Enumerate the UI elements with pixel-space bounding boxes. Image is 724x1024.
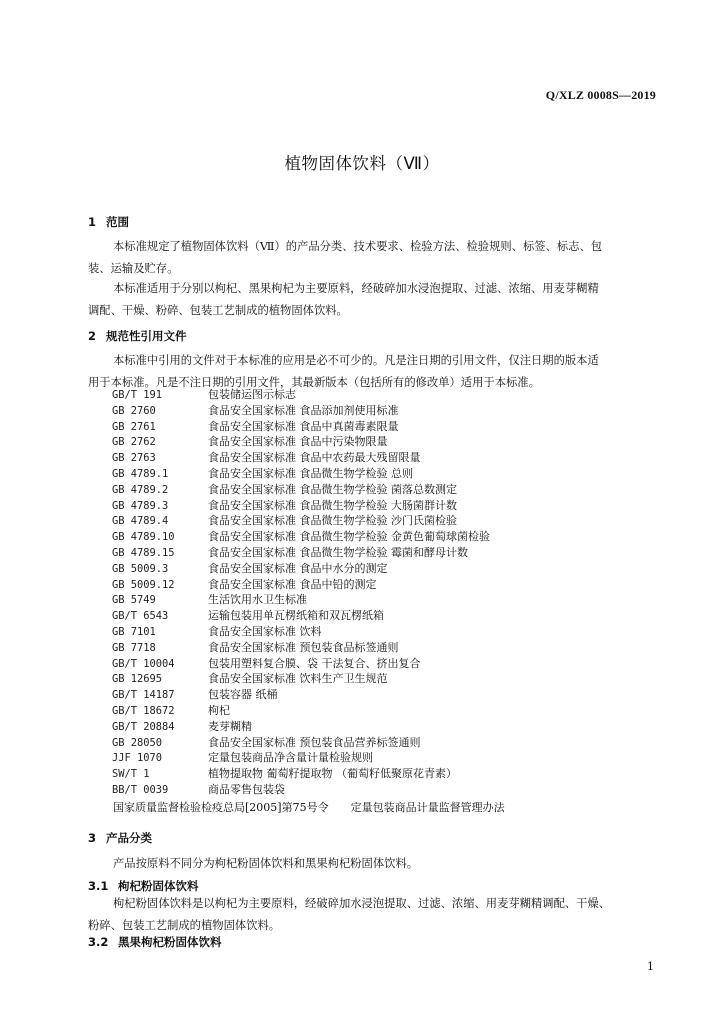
text-line: 装、运输及贮存。 [88, 262, 179, 275]
reference-code: GB 2762 [112, 436, 156, 449]
reference-code: GB/T 191 [112, 389, 163, 401]
reference-title: 植物提取物 葡萄籽提取物 （葡萄籽低聚原花青素） [208, 767, 457, 781]
text-line: 本标准中引用的文件对于本标准的应用是必不可少的。凡是注日期的引用文件，仅注日期的版本适 [113, 354, 599, 367]
reference-row [112, 434, 490, 450]
reference-title: 食品安全国家标准 食品微生物学检验 霉菌和酵母计数 [208, 545, 468, 559]
reference-row [112, 766, 490, 782]
reference-code: GB 28050 [112, 736, 163, 749]
section-3-heading [88, 830, 152, 846]
reference-row [112, 687, 490, 703]
reference-code: GB 2763 [112, 452, 156, 465]
text-line: 本标准规定了植物固体饮料（Ⅶ）的产品分类、技术要求、检验方法、检验规则、标签、标志、包 [113, 240, 603, 253]
reference-title: 食品安全国家标准 预包装食品营养标签通则 [208, 735, 421, 749]
reference-title: 食品安全国家标准 食品添加剂使用标准 [208, 403, 399, 417]
reference-title: 定量包装商品净含量计量检验规则 [208, 751, 373, 765]
reference-list [112, 387, 490, 798]
reference-row [112, 561, 490, 577]
reference-title: 生活饮用水卫生标准 [208, 593, 307, 607]
reference-code: GB/T 10004 [112, 657, 175, 670]
reference-code: GB/T 18672 [112, 704, 175, 717]
reference-row [112, 671, 490, 687]
reference-title: 食品安全国家标准 食品中真菌毒素限量 [208, 419, 399, 433]
reference-title: 食品安全国家标准 食品微生物学检验 菌落总数测定 [208, 482, 457, 496]
page-title: 植物固体饮料（Ⅶ） [284, 154, 440, 173]
section-title: 规范性引用文件 [106, 329, 187, 343]
reference-code: GB 5749 [112, 594, 156, 607]
reference-row [112, 782, 490, 798]
reference-title: 食品安全国家标准 食品微生物学检验 大肠菌群计数 [208, 498, 457, 512]
text-line: 用于本标准。凡是不注日期的引用文件，其最新版本（包括所有的修改单）适用于本标准。 [88, 376, 540, 389]
reference-row [112, 387, 490, 403]
reference-title: 食品安全国家标准 饮料 [208, 624, 322, 638]
reference-row-regulation [113, 799, 505, 815]
reference-title: 运输包装用单瓦楞纸箱和双瓦楞纸箱 [208, 609, 384, 623]
section-number: 2 [88, 329, 97, 343]
reference-row [112, 545, 490, 561]
reference-row [112, 403, 490, 419]
reference-code: GB 4789.3 [112, 499, 169, 512]
reference-code: GB 7718 [112, 641, 156, 654]
reference-code: GB 2761 [112, 420, 156, 433]
reference-title: 定量包装商品计量监督管理办法 [350, 801, 505, 814]
section-title: 范围 [106, 215, 129, 229]
reference-title: 商品零售包装袋 [208, 782, 285, 796]
subsection-3-2-heading [88, 934, 222, 950]
subsection-title: 黑果枸杞粉固体饮料 [118, 935, 222, 949]
reference-title: 食品安全国家标准 食品微生物学检验 沙门氏菌检验 [208, 514, 457, 528]
text-line: 粉碎、包装工艺制成的植物固体饮料。 [88, 919, 281, 932]
reference-title: 食品安全国家标准 食品中水分的测定 [208, 561, 388, 575]
reference-code: GB 4789.4 [112, 515, 169, 528]
reference-code: JJF 1070 [112, 752, 163, 765]
reference-row [112, 577, 490, 593]
reference-row [112, 482, 490, 498]
reference-code: GB/T 14187 [112, 689, 175, 702]
reference-row [112, 592, 490, 608]
reference-title: 食品安全国家标准 预包装食品标签通则 [208, 640, 399, 654]
reference-title: 包装用塑料复合膜、袋 干法复合、挤出复合 [208, 656, 421, 670]
text-line: 枸杞粉固体饮料是以枸杞为主要原料，经破碎加水浸泡提取、过滤、浓缩、用麦芽糊精调配、干燥、 [113, 897, 611, 910]
reference-code: GB 7101 [112, 625, 156, 638]
reference-row [112, 498, 490, 514]
text-line: 调配、干燥、粉碎、包装工艺制成的植物固体饮料。 [88, 304, 348, 317]
text-line: 本标准适用于分别以枸杞、黑果枸杞为主要原料，经破碎加水浸泡提取、过滤、浓缩、用麦芽糊精 [113, 282, 599, 295]
text-line: 产品按原料不同分为枸杞粉固体饮料和黑果枸杞粉固体饮料。 [113, 857, 419, 870]
reference-row [112, 466, 490, 482]
section-number: 1 [88, 215, 97, 229]
standard-code: Q/XLZ 0008S—2019 [545, 88, 656, 102]
reference-code: GB 5009.3 [112, 562, 169, 575]
reference-title: 食品安全国家标准 食品中铅的测定 [208, 577, 377, 591]
reference-title: 食品安全国家标准 食品中农药最大残留限量 [208, 451, 421, 465]
subsection-number: 3.2 [88, 935, 109, 949]
reference-row [112, 608, 490, 624]
scope-paragraph-2 [88, 278, 658, 322]
reference-code: GB/T 6543 [112, 610, 169, 623]
reference-code: GB 4789.15 [112, 546, 175, 559]
reference-row [112, 750, 490, 766]
scope-paragraph-1 [88, 236, 658, 280]
section-title: 产品分类 [106, 831, 152, 845]
reference-row [112, 419, 490, 435]
reference-code: GB/T 20884 [112, 720, 175, 733]
subsection-number: 3.1 [88, 879, 109, 893]
reference-code: 国家质量监督检验检疫总局[2005]第75号令 [113, 801, 329, 814]
reference-code: GB 4789.10 [112, 531, 175, 544]
reference-code: BB/T 0039 [112, 783, 169, 796]
reference-code: GB 12695 [112, 673, 163, 686]
section-number: 3 [88, 831, 97, 845]
section-2-heading [88, 328, 187, 344]
reference-row [112, 703, 490, 719]
reference-row [112, 513, 490, 529]
reference-code: GB 5009.12 [112, 578, 175, 591]
reference-row [112, 529, 490, 545]
reference-code: GB 4789.1 [112, 467, 169, 480]
reference-row [112, 640, 490, 656]
subsection-title: 枸杞粉固体饮料 [118, 879, 199, 893]
reference-title: 食品安全国家标准 食品微生物学检验 总则 [208, 466, 413, 480]
reference-title: 包装储运图示标志 [208, 388, 296, 401]
reference-title: 食品安全国家标准 食品微生物学检验 金黄色葡萄球菌检验 [208, 530, 490, 544]
subsection-3-1-paragraph [88, 893, 658, 937]
reference-row [112, 624, 490, 640]
reference-title: 食品安全国家标准 饮料生产卫生规范 [208, 672, 388, 686]
reference-title: 麦芽糊精 [208, 719, 252, 733]
reference-row [112, 735, 490, 751]
subsection-3-1-heading [88, 878, 199, 894]
reference-title: 食品安全国家标准 食品中污染物限量 [208, 435, 388, 449]
reference-title: 枸杞 [208, 703, 230, 717]
section-1-heading [88, 214, 129, 230]
reference-code: GB 2760 [112, 404, 156, 417]
reference-row [112, 719, 490, 735]
reference-row [112, 656, 490, 672]
reference-code: GB 4789.2 [112, 483, 169, 496]
reference-row [112, 450, 490, 466]
reference-title: 包装容器 纸桶 [208, 688, 278, 702]
classification-paragraph [88, 853, 658, 875]
page-number: 1 [647, 960, 654, 973]
reference-code: SW/T 1 [112, 768, 150, 781]
